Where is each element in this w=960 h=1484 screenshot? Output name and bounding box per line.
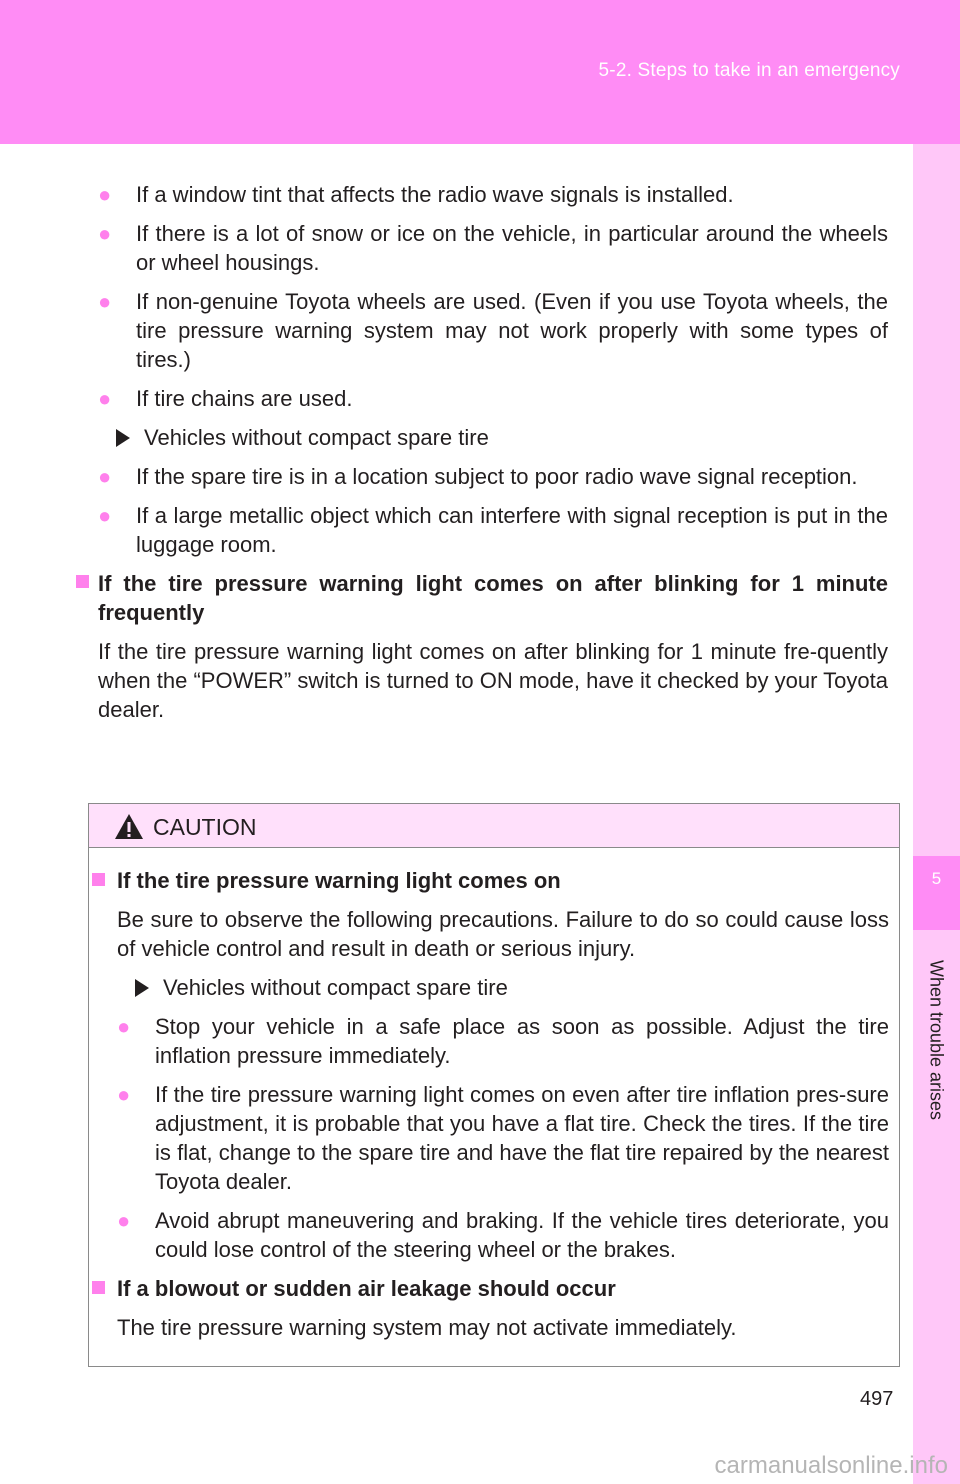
chapter-number-tab: 5 bbox=[913, 856, 960, 930]
vehicle-condition bbox=[117, 973, 889, 1002]
caution-section-body: Be sure to observe the following precautions. Failure to do so could cause loss of vehicle control and result in death or serious injury. bbox=[117, 907, 889, 961]
main-content bbox=[98, 180, 888, 734]
caution-title: CAUTION bbox=[153, 814, 257, 840]
list-item bbox=[98, 287, 888, 374]
vehicle-condition-text: Vehicles without compact spare tire bbox=[163, 975, 508, 1000]
caution-section-heading bbox=[117, 1274, 889, 1303]
list-item-text: If tire chains are used. bbox=[136, 386, 353, 411]
list-item bbox=[98, 501, 888, 559]
list-item-text: If a window tint that affects the radio wave signals is installed. bbox=[136, 182, 734, 207]
bullet-icon: ● bbox=[117, 1208, 131, 1233]
bullet-icon: ● bbox=[117, 1014, 131, 1039]
caution-list-item bbox=[117, 1206, 889, 1264]
caution-section-heading-text: If the tire pressure warning light comes on bbox=[117, 868, 561, 893]
list-item-text: If non-genuine Toyota wheels are used. (Even if you use Toyota wheels, the tire pressure warning system may not work properly with some types of tires.) bbox=[136, 289, 888, 372]
list-item bbox=[98, 384, 888, 413]
list-item-text: Stop your vehicle in a safe place as soon as possible. Adjust the tire inflation pressure immediately. bbox=[155, 1014, 889, 1068]
bullet-icon: ● bbox=[98, 289, 112, 314]
warning-triangle-icon bbox=[114, 813, 144, 840]
caution-body bbox=[117, 866, 889, 1352]
list-item bbox=[98, 180, 888, 209]
caution-list-item bbox=[117, 1012, 889, 1070]
section-heading-text: If the tire pressure warning light comes on after blinking for 1 minute frequently bbox=[98, 571, 888, 625]
section-title: 5-2. Steps to take in an emergency bbox=[598, 60, 900, 81]
list-item-text: If the spare tire is in a location subject to poor radio wave signal reception. bbox=[136, 464, 858, 489]
list-item bbox=[98, 462, 888, 491]
section-heading bbox=[80, 569, 888, 627]
list-item-text: If there is a lot of snow or ice on the vehicle, in particular around the wheels or wheel housings. bbox=[136, 221, 888, 275]
bullet-icon: ● bbox=[98, 503, 112, 528]
chapter-label: When trouble arises bbox=[926, 959, 947, 1121]
caution-box bbox=[88, 803, 900, 1367]
vehicle-condition-text: Vehicles without compact spare tire bbox=[144, 425, 489, 450]
arrow-icon bbox=[116, 429, 130, 447]
list-item-text: Avoid abrupt maneuvering and braking. If the vehicle tires deteriorate, you could lose control of the steering wheel or the brakes. bbox=[155, 1208, 889, 1262]
section-body: If the tire pressure warning light comes on after blinking for 1 minute fre-quently when the “POWER” switch is turned to ON mode, have it checked by your Toyota dealer. bbox=[98, 639, 888, 722]
caution-header bbox=[89, 804, 899, 848]
square-marker-icon bbox=[76, 575, 89, 588]
bullet-icon: ● bbox=[98, 221, 112, 246]
bullet-icon: ● bbox=[117, 1082, 131, 1107]
caution-list-item bbox=[117, 1080, 889, 1196]
page-header bbox=[0, 0, 960, 144]
list-item bbox=[98, 219, 888, 277]
list-item-text: If the tire pressure warning light comes on even after tire inflation pres-sure adjustment, it is probable that you have a flat tire. Check the tires. If the tire is flat, change to the spare tire and have the flat tire repaired by the nearest Toyota dealer. bbox=[155, 1082, 889, 1194]
side-tab-top bbox=[913, 144, 960, 856]
page-number: 497 bbox=[860, 1388, 894, 1410]
arrow-icon bbox=[135, 979, 149, 997]
caution-section-heading bbox=[117, 866, 889, 895]
bullet-icon: ● bbox=[98, 464, 112, 489]
square-marker-icon bbox=[92, 1281, 105, 1294]
bullet-icon: ● bbox=[98, 386, 112, 411]
caution-section-body: The tire pressure warning system may not activate immediately. bbox=[117, 1315, 737, 1340]
watermark: carmanualsonline.info bbox=[714, 1452, 948, 1479]
square-marker-icon bbox=[92, 873, 105, 886]
caution-section-heading-text: If a blowout or sudden air leakage should occur bbox=[117, 1276, 616, 1301]
bullet-icon: ● bbox=[98, 182, 112, 207]
vehicle-condition bbox=[98, 423, 888, 452]
list-item-text: If a large metallic object which can interfere with signal reception is put in the luggage room. bbox=[136, 503, 888, 557]
